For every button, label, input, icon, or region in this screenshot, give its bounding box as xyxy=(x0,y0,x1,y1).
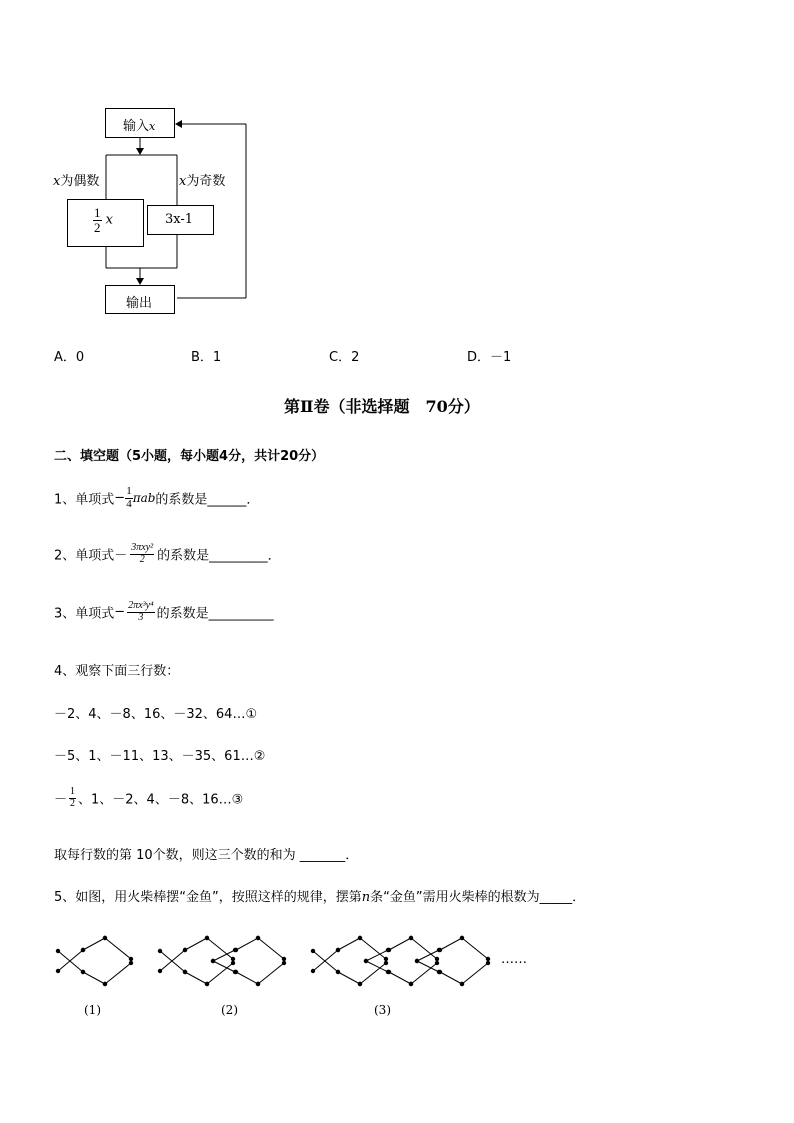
matchstick-head xyxy=(81,970,85,974)
fish-tail-upper xyxy=(160,950,185,971)
matchstick-head xyxy=(387,970,391,974)
q2-numerator: 3πxy² xyxy=(131,542,154,553)
even-branch-variable: x xyxy=(53,174,61,189)
figure-label-1: (1) xyxy=(84,1003,101,1017)
q3-sign: − xyxy=(114,604,126,620)
question-4-ask: 取每行数的第 10个数，则这三个数的和为 _______． xyxy=(54,848,359,863)
matchstick-head xyxy=(234,948,238,952)
option-a: A．0 xyxy=(54,350,85,365)
matchstick-head xyxy=(256,936,260,940)
fish-body-upper-left xyxy=(389,938,411,950)
odd-process-expression: 3x-1 xyxy=(165,212,194,227)
matchstick-head xyxy=(460,982,464,986)
matchstick-head xyxy=(211,959,215,963)
matchstick-head xyxy=(486,961,490,965)
matchstick-head xyxy=(129,957,133,961)
matchstick-head xyxy=(231,961,235,965)
matchstick-head xyxy=(387,948,391,952)
section-title: 第Ⅱ卷（非选择题 70分） xyxy=(284,397,480,416)
fish-tail-lower xyxy=(58,951,83,972)
matchstick-head xyxy=(438,948,442,952)
matchstick-head xyxy=(129,961,133,965)
fish-body-lower-left xyxy=(440,972,462,984)
fish-body-upper-left xyxy=(185,938,207,950)
fish-body-upper-right xyxy=(105,938,131,959)
matchstick-head xyxy=(384,957,388,961)
matchstick-head xyxy=(231,957,235,961)
matchstick-head xyxy=(158,969,162,973)
odd-branch-text: 为奇数 xyxy=(186,174,226,189)
q2-suffix: 的系数是_________． xyxy=(157,548,281,564)
fish-tail-lower xyxy=(313,951,338,972)
matchstick-head xyxy=(460,936,464,940)
question-4-row-1: －2、4、－8、16、－32、64…① xyxy=(54,707,258,722)
matchstick-head xyxy=(438,970,442,974)
question-4-title: 4、观察下面三行数： xyxy=(54,664,180,679)
fish-body-lower-left xyxy=(83,972,105,984)
option-d: D．－1 xyxy=(467,350,512,365)
matchstick-head xyxy=(409,982,413,986)
matchstick-head xyxy=(205,982,209,986)
figure-label-2: (2) xyxy=(221,1003,238,1017)
q1-suffix: 的系数是______． xyxy=(155,492,260,508)
figure-label-3: (3) xyxy=(374,1003,391,1017)
fish-tail-lower xyxy=(160,951,185,972)
matchstick-head xyxy=(311,969,315,973)
q5-variable: n xyxy=(361,890,371,905)
even-branch-text: 为偶数 xyxy=(60,174,100,189)
matchstick-head xyxy=(409,936,413,940)
fish-body-lower-left xyxy=(236,972,258,984)
q4-row3-numerator: 1 xyxy=(70,786,76,797)
matchstick-head xyxy=(56,969,60,973)
q2-prefix: 2、单项式－ xyxy=(54,548,128,564)
question-4-row-2: －5、1、－11、13、－35、61…② xyxy=(54,749,266,764)
matchstick-head xyxy=(56,949,60,953)
fish-body-lower-left xyxy=(185,972,207,984)
input-label: 输入 xyxy=(123,119,150,134)
matchstick-head xyxy=(158,949,162,953)
figure-ellipsis: …… xyxy=(501,952,527,967)
fish-body-lower-right xyxy=(105,963,131,984)
matchstick-head xyxy=(364,959,368,963)
q4-row3-denominator: 2 xyxy=(70,797,76,809)
q3-numerator: 2πx³y⁴ xyxy=(128,600,154,611)
matchstick-head xyxy=(358,982,362,986)
half-denominator: 2 xyxy=(94,219,101,235)
fish-body-upper-left xyxy=(440,938,462,950)
q3-prefix: 3、单项式 xyxy=(54,606,115,622)
fish-body-lower-right xyxy=(258,963,284,984)
fish-body-lower-right xyxy=(462,963,488,984)
matchstick-head xyxy=(336,970,340,974)
fish-body-upper-left xyxy=(338,938,360,950)
fish-body-upper-left xyxy=(83,938,105,950)
matchstick-head xyxy=(282,961,286,965)
fish-body-upper-right xyxy=(411,938,437,959)
fish-body-upper-right xyxy=(360,938,386,959)
fish-body-upper-right xyxy=(207,938,233,959)
q4-row3-sign: － xyxy=(54,792,68,808)
half-numerator: 1 xyxy=(94,205,101,220)
q1-denominator: 4 xyxy=(126,497,132,510)
matchstick-head xyxy=(81,948,85,952)
q3-denominator: 3 xyxy=(138,611,144,623)
fish-tail-upper xyxy=(58,950,83,971)
q2-denominator: 2 xyxy=(139,553,145,565)
fish-body-lower-right xyxy=(411,963,437,984)
option-b: B．1 xyxy=(191,350,222,365)
matchstick-head xyxy=(183,948,187,952)
matchstick-head xyxy=(256,982,260,986)
input-variable: x xyxy=(149,120,156,133)
matchstick-head xyxy=(435,961,439,965)
q3-suffix: 的系数是__________ xyxy=(156,606,274,622)
fish-body-upper-right xyxy=(462,938,488,959)
matchstick-head xyxy=(336,948,340,952)
fish-body-upper-left xyxy=(236,938,258,950)
matchstick-head xyxy=(103,936,107,940)
matchstick-head xyxy=(234,970,238,974)
matchstick-head xyxy=(183,970,187,974)
q1-prefix: 1、单项式 xyxy=(54,492,115,508)
option-c: C．2 xyxy=(329,350,360,365)
matchstick-head xyxy=(311,949,315,953)
output-label: 输出 xyxy=(126,296,153,311)
matchstick-head xyxy=(103,982,107,986)
q1-numerator: 1 xyxy=(126,485,132,497)
fish-body-lower-right xyxy=(360,963,386,984)
matchstick-head xyxy=(435,957,439,961)
fish-tail-upper xyxy=(313,950,338,971)
even-process-variable: x xyxy=(105,212,113,228)
fish-body-lower-left xyxy=(389,972,411,984)
matchstick-head xyxy=(358,936,362,940)
fish-body-lower-right xyxy=(207,963,233,984)
q1-sign: − xyxy=(114,490,126,506)
fish-body-upper-right xyxy=(258,938,284,959)
matchstick-head xyxy=(282,957,286,961)
matchstick-head xyxy=(205,936,209,940)
matchstick-head xyxy=(384,961,388,965)
q4-row3-rest: 、1、－2、4、－8、16…③ xyxy=(78,792,244,808)
odd-branch-variable: x xyxy=(179,174,187,189)
q5-text-a: 5、如图，用火柴棒摆“金鱼”，按照这样的规律，摆第 xyxy=(54,890,362,905)
fish-body-lower-left xyxy=(338,972,360,984)
q1-term: πab xyxy=(132,491,156,506)
part-heading: 二、填空题（5小题，每小题4分，共计20分） xyxy=(54,449,325,464)
matchstick-head xyxy=(415,959,419,963)
q5-text-b: 条“金鱼”需用火柴棒的根数为_____． xyxy=(370,890,586,905)
matchstick-head xyxy=(486,957,490,961)
